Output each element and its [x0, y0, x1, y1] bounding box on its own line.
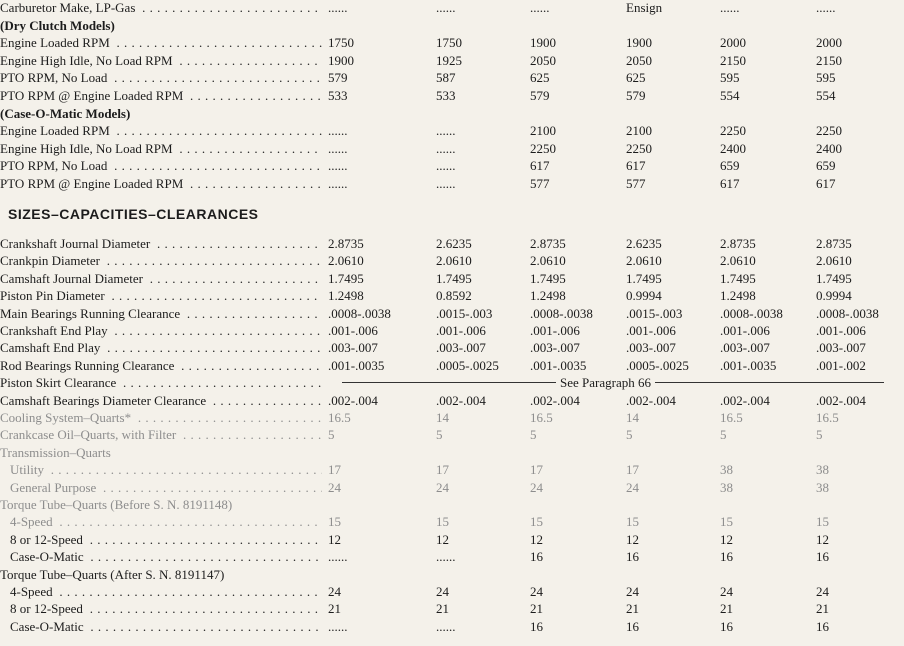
value-cell: 659: [816, 158, 836, 174]
value-cell: 15: [720, 514, 733, 530]
value-cell: 1.7495: [328, 270, 364, 286]
table-row: [0, 122, 904, 140]
row-label-text: Crankcase Oil–Quarts, with Filter: [0, 427, 179, 442]
table-row: [0, 305, 904, 323]
table-row: [0, 252, 904, 270]
value-cell: 15: [530, 514, 543, 530]
value-cell: .003-.007: [816, 340, 866, 356]
value-cell: .001-.006: [328, 323, 378, 338]
row-label: [0, 235, 322, 253]
row-label: [0, 357, 322, 375]
value-cell: 625: [530, 70, 550, 86]
value-cell: 617: [530, 158, 550, 174]
value-cell: 2.0610: [436, 253, 472, 269]
row-label: [0, 105, 322, 123]
value-cell: 1925: [436, 52, 462, 68]
value-cell: 5: [816, 427, 823, 443]
row-label: [0, 87, 322, 105]
value-cell: ......: [436, 140, 456, 156]
row-label-text: Torque Tube–Quarts (After S. N. 8191147): [0, 567, 227, 582]
value-cell: 2.6235: [436, 236, 472, 251]
value-cell: 24: [436, 584, 449, 599]
row-label-text: Engine Loaded RPM: [0, 123, 113, 138]
row-label-text: Piston Pin Diameter: [0, 288, 108, 303]
table-row: [0, 0, 904, 17]
row-label-text: Cooling System–Quarts*: [0, 410, 134, 425]
value-cell: .003-.007: [530, 340, 580, 356]
value-cell: ......: [436, 549, 456, 565]
value-cell: 2.8735: [530, 236, 566, 251]
value-cell: 5: [720, 427, 727, 443]
value-cell: 2.0610: [816, 253, 852, 269]
table-row: [0, 566, 904, 584]
value-cell: 21: [328, 601, 341, 617]
value-cell: .001-.006: [816, 323, 866, 338]
value-cell: ......: [436, 176, 456, 191]
table-row: [0, 52, 904, 70]
row-label-text: Rod Bearings Running Clearance: [0, 358, 177, 373]
row-label: [0, 305, 322, 323]
row-label-text: Camshaft Journal Diameter: [0, 271, 146, 286]
value-cell: .001-.006: [720, 323, 770, 338]
value-cell: 5: [436, 427, 443, 443]
row-label-text: 8 or 12-Speed: [10, 532, 86, 547]
value-cell: 17: [626, 462, 639, 478]
table-row: [0, 34, 904, 52]
value-cell: 16.5: [328, 410, 351, 425]
value-cell: 24: [328, 584, 341, 599]
table-row: [0, 513, 904, 531]
value-cell: 15: [328, 514, 341, 530]
value-cell: .0008-.0038: [328, 305, 391, 321]
value-cell: 38: [816, 479, 829, 495]
value-cell: 579: [328, 70, 348, 86]
value-cell: 554: [816, 88, 836, 103]
value-cell: Ensign: [626, 0, 663, 15]
value-cell: 14: [626, 410, 639, 425]
value-cell: .0008-.0038: [816, 305, 879, 321]
row-label: [0, 566, 322, 584]
value-cell: 0.9994: [626, 288, 662, 304]
section-title: SIZES–CAPACITIES–CLEARANCES: [8, 206, 259, 222]
row-label-text: (Dry Clutch Models): [0, 18, 118, 33]
table-row: [0, 357, 904, 375]
value-cell: 2.8735: [720, 236, 756, 251]
table-row: [0, 392, 904, 410]
value-cell: .003-.007: [720, 340, 770, 356]
value-cell: 16: [626, 549, 639, 565]
row-label-text: Crankpin Diameter: [0, 253, 103, 268]
row-label-text: Case-O-Matic: [10, 619, 87, 634]
value-cell: 12: [626, 531, 639, 547]
row-label-text: General Purpose: [10, 480, 99, 495]
row-label: [0, 140, 322, 158]
value-cell: 15: [626, 514, 639, 530]
table-row: [0, 600, 904, 618]
value-cell: 2.6235: [626, 236, 662, 251]
row-label-text: PTO RPM @ Engine Loaded RPM: [0, 88, 186, 103]
row-label: [0, 0, 322, 17]
value-cell: 587: [436, 70, 456, 86]
table-row: [0, 140, 904, 158]
value-cell: .002-.004: [328, 392, 378, 408]
value-cell: 2.0610: [626, 253, 662, 269]
row-label-text: 4-Speed: [10, 514, 56, 529]
value-cell: 17: [530, 462, 543, 478]
table-row: [0, 87, 904, 105]
row-label: [0, 444, 322, 462]
value-cell: 16: [816, 618, 829, 634]
value-cell: 16.5: [530, 410, 553, 425]
table-row: [0, 105, 904, 123]
value-cell: .001-.0035: [720, 357, 777, 373]
value-cell: .002-.004: [530, 392, 580, 408]
row-label: [0, 34, 322, 52]
value-cell: 1.7495: [720, 270, 756, 286]
row-label-text: Carburetor Make, LP-Gas: [0, 0, 138, 15]
value-cell: 24: [530, 584, 543, 599]
value-cell: 16: [530, 618, 543, 634]
value-cell: .003-.007: [436, 340, 486, 356]
value-cell: 625: [626, 70, 646, 86]
value-cell: 24: [626, 584, 639, 599]
value-cell: 5: [626, 427, 633, 443]
row-label-text: Transmission–Quarts: [0, 445, 114, 460]
row-label-text: Crankshaft End Play: [0, 323, 111, 338]
row-label-text: PTO RPM, No Load: [0, 158, 110, 173]
row-label-text: (Case-O-Matic Models): [0, 106, 133, 121]
value-cell: 1.2498: [328, 288, 364, 304]
value-cell: 16: [530, 549, 543, 565]
row-label-text: PTO RPM @ Engine Loaded RPM: [0, 176, 186, 191]
value-cell: 38: [720, 479, 733, 495]
table-row: [0, 270, 904, 288]
value-cell: .002-.004: [816, 392, 866, 408]
row-label-text: Camshaft Bearings Diameter Clearance: [0, 393, 209, 408]
value-cell: 2.8735: [328, 236, 364, 251]
value-cell: 16: [816, 549, 829, 565]
table-row: [0, 444, 904, 462]
value-cell: 15: [436, 514, 449, 530]
row-label-text: Engine High Idle, No Load RPM: [0, 141, 176, 156]
value-cell: 2100: [530, 123, 556, 139]
value-cell: 1.7495: [816, 270, 852, 286]
value-cell: 24: [720, 584, 733, 599]
table-row: [0, 69, 904, 87]
table-row: [0, 461, 904, 479]
value-cell: 2.0610: [530, 253, 566, 269]
value-cell: 21: [816, 601, 829, 617]
table-row: [0, 479, 904, 497]
row-label-text: 8 or 12-Speed: [10, 601, 86, 616]
value-cell: 38: [720, 462, 733, 478]
row-label: [0, 157, 322, 175]
table-row: [0, 426, 904, 444]
row-label: [0, 531, 322, 549]
value-cell: 2050: [530, 52, 556, 68]
row-label: [0, 270, 322, 288]
value-cell: 2250: [626, 140, 652, 156]
row-label-text: Crankshaft Journal Diameter: [0, 236, 153, 251]
value-cell: .0008-.0038: [720, 305, 783, 321]
value-cell: 21: [436, 601, 449, 617]
value-cell: 2.8735: [816, 236, 852, 251]
value-cell: 17: [328, 462, 341, 478]
value-cell: .0008-.0038: [530, 305, 593, 321]
value-cell: .001-.002: [816, 357, 866, 373]
value-cell: ......: [328, 0, 348, 15]
value-cell: .001-.006: [530, 323, 580, 338]
value-cell: 595: [816, 70, 836, 86]
row-label-text: Utility: [10, 462, 47, 477]
row-label: [0, 52, 322, 70]
row-label: [0, 461, 322, 479]
value-cell: .001-.006: [436, 323, 486, 338]
row-label-text: Main Bearings Running Clearance: [0, 306, 183, 321]
value-cell: .0005-.0025: [626, 357, 689, 373]
value-cell: .002-.004: [436, 392, 486, 408]
row-label: [0, 513, 322, 531]
value-cell: 2250: [720, 123, 746, 139]
table-row: [0, 618, 904, 636]
value-cell: 617: [816, 176, 836, 191]
row-label-text: Piston Skirt Clearance: [0, 375, 119, 390]
value-cell: .003-.007: [328, 340, 378, 356]
value-cell: 24: [626, 479, 639, 495]
table-row: [0, 496, 904, 514]
value-cell: ......: [816, 0, 836, 15]
row-label-text: Case-O-Matic: [10, 549, 87, 564]
value-cell: 2400: [720, 140, 746, 156]
row-label: [0, 392, 322, 410]
value-cell: 16.5: [720, 410, 743, 425]
table-row: [0, 583, 904, 601]
value-cell: 2.0610: [720, 253, 756, 269]
value-cell: 2000: [720, 35, 746, 51]
value-cell: 2.0610: [328, 253, 364, 269]
value-cell: 16: [626, 618, 639, 634]
table-row: [0, 339, 904, 357]
value-cell: 0.9994: [816, 288, 852, 304]
value-cell: 1.7495: [530, 270, 566, 286]
value-cell: 16: [720, 618, 733, 634]
row-label-text: Engine High Idle, No Load RPM: [0, 53, 176, 68]
value-cell: ......: [436, 123, 456, 139]
table-row: [0, 322, 904, 340]
row-label: [0, 322, 322, 340]
value-cell: 1.7495: [626, 270, 662, 286]
value-cell: 12: [328, 531, 341, 547]
value-cell: .0015-.003: [626, 305, 683, 321]
row-label: [0, 409, 322, 427]
value-cell: ......: [436, 0, 456, 15]
value-cell: ......: [436, 618, 456, 634]
value-cell: ......: [328, 176, 348, 191]
value-cell: ......: [328, 158, 348, 174]
value-cell: 1750: [436, 35, 462, 51]
value-cell: ......: [328, 123, 348, 139]
value-cell: 24: [328, 479, 341, 495]
value-cell: 2050: [626, 52, 652, 68]
row-label: [0, 374, 322, 392]
value-cell: 577: [530, 176, 550, 191]
row-label-text: Torque Tube–Quarts (Before S. N. 8191148): [0, 497, 235, 512]
value-cell: 17: [436, 462, 449, 478]
value-cell: 659: [720, 158, 740, 174]
value-cell: .001-.006: [626, 323, 676, 338]
value-cell: 21: [720, 601, 733, 617]
value-cell: .001-.0035: [530, 357, 587, 373]
table-row: [0, 17, 904, 35]
value-cell: 12: [436, 531, 449, 547]
value-cell: 1.2498: [720, 288, 756, 304]
value-cell: 24: [530, 479, 543, 495]
row-label: [0, 426, 322, 444]
row-label: [0, 618, 322, 636]
value-cell: 38: [816, 462, 829, 478]
row-label-text: 4-Speed: [10, 584, 56, 599]
value-cell: 2250: [530, 140, 556, 156]
value-cell: .002-.004: [720, 392, 770, 408]
value-cell: 24: [816, 584, 829, 599]
table-row: [0, 287, 904, 305]
row-label: [0, 339, 322, 357]
value-cell: 2150: [720, 52, 746, 68]
value-cell: 2000: [816, 35, 842, 51]
value-cell: ......: [436, 158, 456, 174]
value-cell: 12: [530, 531, 543, 547]
table-row: [0, 409, 904, 427]
value-cell: 579: [530, 88, 550, 103]
row-label: [0, 583, 322, 601]
value-cell: 1.2498: [530, 288, 566, 304]
value-cell: ......: [328, 140, 348, 156]
value-cell: ......: [720, 0, 740, 15]
value-cell: 1.7495: [436, 270, 472, 286]
table-row: [0, 548, 904, 566]
value-cell: 1750: [328, 35, 354, 51]
value-cell: 533: [436, 88, 456, 103]
value-cell: 21: [530, 601, 543, 617]
row-label: [0, 479, 322, 497]
row-label: [0, 287, 322, 305]
value-cell: 5: [328, 427, 335, 443]
value-cell: 595: [720, 70, 740, 86]
row-label: [0, 252, 322, 270]
value-cell: 0.8592: [436, 288, 472, 304]
value-cell: 579: [626, 88, 646, 103]
table-row: [0, 531, 904, 549]
value-cell: 533: [328, 88, 348, 103]
row-label: [0, 69, 322, 87]
row-label-text: Camshaft End Play: [0, 340, 103, 355]
value-cell: 12: [816, 531, 829, 547]
value-cell: 5: [530, 427, 537, 443]
value-cell: .003-.007: [626, 340, 676, 356]
row-label: [0, 175, 322, 193]
value-cell: 21: [626, 601, 639, 617]
value-cell: ......: [328, 618, 348, 634]
value-cell: 577: [626, 176, 646, 191]
table-row: [0, 235, 904, 253]
value-cell: 24: [436, 479, 449, 495]
value-cell: 617: [626, 158, 646, 174]
table-row: [0, 175, 904, 193]
value-cell: ......: [328, 549, 348, 565]
value-cell: .002-.004: [626, 392, 676, 408]
value-cell: 1900: [328, 52, 354, 68]
row-label: [0, 496, 322, 514]
row-label: [0, 548, 322, 566]
row-label: [0, 600, 322, 618]
value-cell: 1900: [530, 35, 556, 51]
table-row: [0, 157, 904, 175]
row-label-text: Engine Loaded RPM: [0, 35, 113, 50]
row-label-text: PTO RPM, No Load: [0, 70, 110, 85]
value-cell: 2250: [816, 123, 842, 139]
row-label: [0, 17, 322, 35]
value-cell: 16.5: [816, 410, 839, 425]
value-cell: .0015-.003: [436, 305, 493, 321]
value-cell: 617: [720, 176, 740, 191]
table-row: [0, 374, 904, 392]
value-cell: .0005-.0025: [436, 357, 499, 373]
value-cell: 1900: [626, 35, 652, 51]
value-cell: ......: [530, 0, 550, 15]
value-cell: 15: [816, 514, 829, 530]
value-cell: 16: [720, 549, 733, 565]
value-cell: .001-.0035: [328, 357, 385, 373]
value-cell: 2150: [816, 52, 842, 68]
value-cell: 2100: [626, 123, 652, 139]
value-cell: 12: [720, 531, 733, 547]
value-cell: 14: [436, 410, 449, 425]
value-cell: 554: [720, 88, 740, 103]
row-label: [0, 122, 322, 140]
span-note: See Paragraph 66: [556, 374, 655, 392]
value-cell: 2400: [816, 140, 842, 156]
